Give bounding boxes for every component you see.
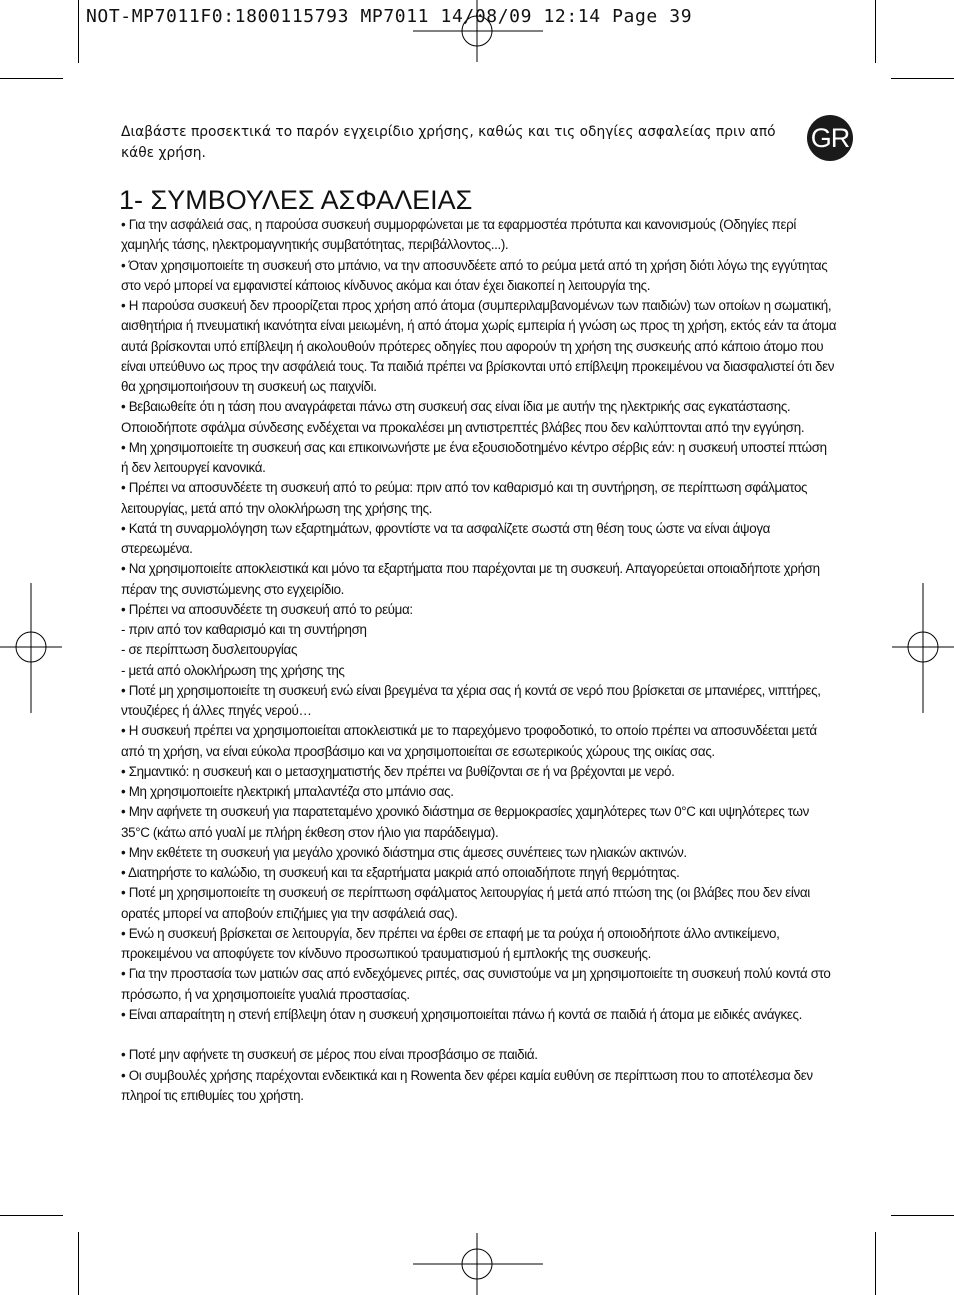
crop-mark xyxy=(78,0,79,63)
registration-mark-bottom xyxy=(413,1233,543,1295)
instruction-paragraph: • Μη χρησιμοποιείτε τη συσκευή σας και επικοινωνήστε με ένα εξουσιοδοτημένο κέντρο σέρβις εάν: η συσκευή υποστεί πτώση ή δεν λειτουργεί κανονικά. xyxy=(121,439,827,475)
instruction-sub-item: - μετά από ολοκλήρωση της χρήσης της xyxy=(121,662,345,678)
crop-mark xyxy=(0,1215,63,1216)
instruction-paragraph: • Για την προστασία των ματιών σας από ενδεχόμενες ριπές, σας συνιστούμε να μη χρησιμοποιείτε τη συσκευή πολύ κοντά στο πρόσωπο, ή να χρησιμοποιείτε γυαλιά προστασίας. xyxy=(121,966,831,1002)
instruction-paragraph: • Πρέπει να αποσυνδέετε τη συσκευή από το ρεύμα: πριν από τον καθαρισμό και τη συντήρηση, σε περίπτωση σφάλματος λειτουργίας, μετά από την ολοκλήρωση της χρήσης της. xyxy=(121,480,808,516)
crop-mark xyxy=(875,0,876,63)
closing-paragraph: • Οι συμβουλές χρήσης παρέχονται ενδεικτικά και η Rowenta δεν φέρει καμία ευθύνη σε περίπτωση που το αποτέλεσμα δεν πληροί τις επιθυμίες του χρήστη. xyxy=(121,1067,813,1103)
instruction-paragraph: • Μην εκθέτετε τη συσκευή για μεγάλο χρονικό διάστημα στις άμεσες συνέπειες των ηλιακών ακτινών. xyxy=(121,844,687,860)
instruction-paragraph: • Η παρούσα συσκευή δεν προορίζεται προς χρήση από άτομα (συμπεριλαμβανομένων των παιδιών) των οποίων η σωματική, αισθητήρια ή πνευματική ικανότητα είναι μειωμένη, ή από άτομα χωρίς εμπειρία ή γνώση ως προς τη χρήση, εκτός εάν τα άτομα αυτά βρίσκονται υπό επίβλεψη ή ακολουθούν πρότερες οδηγίες που αφορούν τη χρήση της συσκευής από κάποιο άτομο που είναι υπεύθυνο ως προς την ασφάλειά τους. Τα παιδιά πρέπει να βρίσκονται υπό επίβλεψη προκειμένου να διασφαλιστεί ότι δεν θα χρησιμοποιήσουν τη συσκευή ως παιχνίδι. xyxy=(121,298,837,394)
crop-mark xyxy=(0,78,63,79)
section-heading: 1- ΣΥΜΒΟΥΛΕΣ ΑΣΦΑΛΕΙΑΣ xyxy=(119,185,473,215)
crop-mark xyxy=(875,1232,876,1295)
instruction-sub-item: - πριν από τον καθαρισμό και τη συντήρηση xyxy=(121,622,367,637)
safety-instructions xyxy=(121,215,837,1106)
instruction-paragraph: • Κατά τη συναρμολόγηση των εξαρτημάτων, φροντίστε να τα ασφαλίζετε σωστά στη θέση τους ώστε να είναι άψογα στερεωμένα. xyxy=(121,520,771,556)
instruction-paragraph: • Σημαντικό: η συσκευή και ο μετασχηματιστής δεν πρέπει να βυθίζονται σε ή να βρέχονται με νερό. xyxy=(121,763,675,779)
instruction-paragraph: • Μην αφήνετε τη συσκευή για παρατεταμένο χρονικό διάστημα σε θερμοκρασίες χαμηλότερες των 0°C και υψηλότερες των 35°C (κάτω από γυαλί με πλήρη έκθεση στον ήλιο για παράδειγμα). xyxy=(121,804,809,840)
closing-paragraph: • Ποτέ μην αφήνετε τη συσκευή σε μέρος που είναι προσβάσιμο σε παιδιά. xyxy=(121,1047,538,1063)
instruction-paragraph: • Βεβαιωθείτε ότι η τάση που αναγράφεται πάνω στη συσκευή σας είναι ίδια με αυτήν της ηλεκτρικής σας εγκατάστασης. Οποιοδήποτε σφάλμα σύνδεσης ενδέχεται να προκαλέσει μη αντιστρεπτές βλάβες που δεν καλύπτονται από την εγγύηση. xyxy=(121,399,805,435)
instruction-paragraph: • Μη χρησιμοποιείτε ηλεκτρική μπαλαντέζα στο μπάνιο σας. xyxy=(121,784,454,799)
instruction-paragraph: • Ενώ η συσκευή βρίσκεται σε λειτουργία, δεν πρέπει να έρθει σε επαφή με τα ρούχα ή οποιοδήποτε άλλο αντικείμενο, προκειμένου να αποφύγετε τον κίνδυνο προσωπικού τραυματισμού ή εμπλοκής της συσκευής. xyxy=(121,925,780,961)
instruction-paragraph: • Πρέπει να αποσυνδέετε τη συσκευή από το ρεύμα: xyxy=(121,601,413,617)
instruction-paragraph: • Ποτέ μη χρησιμοποιείτε τη συσκευή ενώ είναι βρεγμένα τα χέρια σας ή κοντά σε νερό που βρίσκεται σε μπανιέρες, νιπτήρες, ντουζιέρες ή άλλες πηγές νερού… xyxy=(121,682,821,718)
instruction-paragraph: • Η συσκευή πρέπει να χρησιμοποιείται αποκλειστικά με το παρεχόμενο τροφοδοτικό, το οποίο πρέπει να αποσυνδέεται μετά από τη χρήση, να είναι εύκολα προσβάσιμο και να χρησιμοποιείται σε εσωτερικούς χώρους της οικίας σας. xyxy=(121,723,817,759)
crop-mark xyxy=(891,78,954,79)
instruction-paragraph: • Είναι απαραίτητη η στενή επίβλεψη όταν η συσκευή χρησιμοποιείται πάνω ή κοντά σε παιδιά ή άτομα με ειδικές ανάγκες. xyxy=(121,1006,802,1022)
instruction-sub-item: - σε περίπτωση δυσλειτουργίας xyxy=(121,642,298,658)
language-badge: GR xyxy=(807,115,853,161)
crop-mark xyxy=(891,1215,954,1216)
instruction-paragraph: • Διατηρήστε το καλώδιο, τη συσκευή και τα εξαρτήματα μακριά από οποιαδήποτε πηγή θερμότητας. xyxy=(121,865,680,880)
instruction-paragraph: • Για την ασφάλειά σας, η παρούσα συσκευή συμμορφώνεται με τα εφαρμοστέα πρότυπα και κανονισμούς (Οδηγίες περί χαμηλής τάσης, ηλεκτρομαγνητικής συμβατότητας, περιβάλλοντος...). xyxy=(121,217,796,253)
spacer xyxy=(121,1025,837,1045)
instruction-paragraph: • Όταν χρησιμοποιείτε τη συσκευή στο μπάνιο, να την αποσυνδέετε από το ρεύμα μετά από τη χρήση διότι λόγω της εγγύτητας στο νερό μπορεί να εμφανιστεί κάποιος κίνδυνος ακόμα και όταν έχει διακοπεί η λειτουργία της. xyxy=(121,257,828,293)
crop-mark xyxy=(78,1232,79,1295)
instruction-paragraph: • Να χρησιμοποιείτε αποκλειστικά και μόνο τα εξαρτήματα που παρέχονται με τη συσκευή. Απαγορεύεται οποιαδήποτε χρήση πέραν της συνιστώμενης στο εγχειρίδιο. xyxy=(121,561,820,597)
registration-mark-left xyxy=(0,583,62,713)
intro-text: Διαβάστε προσεκτικά το παρόν εγχειρίδιο χρήσης, καθώς και τις οδηγίες ασφαλείας πριν από κάθε χρήση. xyxy=(121,124,776,161)
registration-mark-right xyxy=(892,583,954,713)
instruction-paragraph: • Ποτέ μη χρησιμοποιείτε τη συσκευή σε περίπτωση σφάλματος λειτουργίας ή μετά από πτώση της (οι βλάβες που δεν είναι ορατές μπορεί να αποβούν επιζήμιες για την ασφάλειά σας). xyxy=(121,885,810,921)
print-slug: NOT-MP7011F0:1800115793 MP7011 14/08/09 12:14 Page 39 xyxy=(86,6,693,27)
